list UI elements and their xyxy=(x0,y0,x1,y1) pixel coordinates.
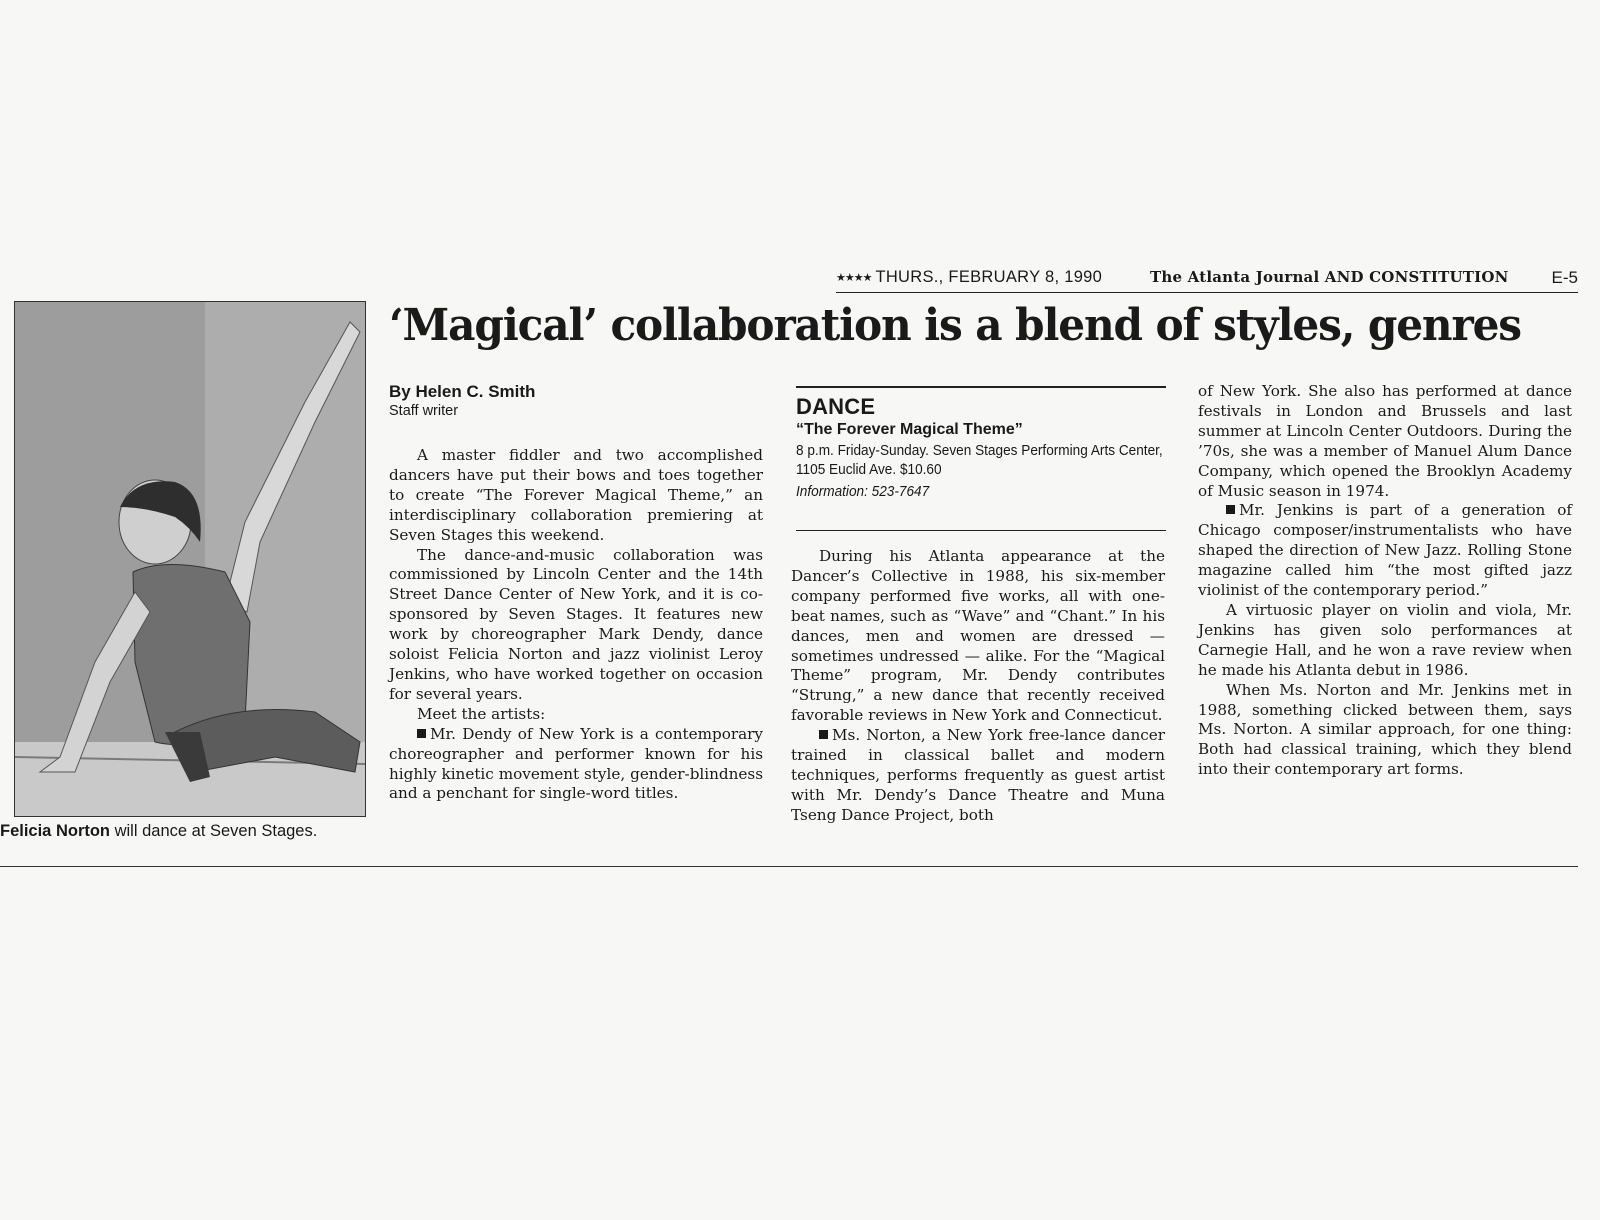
masthead xyxy=(836,268,1578,293)
newspaper-name: The Atlanta Journal AND CONSTITUTION xyxy=(1150,268,1509,286)
event-title: “The Forever Magical Theme” xyxy=(796,421,1023,438)
article-column-3 xyxy=(1198,382,1572,780)
page-number: E-5 xyxy=(1551,268,1578,287)
masthead-date xyxy=(836,268,1102,287)
paragraph-text: Mr. Jenkins is part of a generation of Chicago composer/instrumentalists who have shaped the direction of New Jazz. Rolling Stone magazine called him “the most gifted jazz violinist of the contemporary period.” xyxy=(1198,501,1572,600)
edition-stars: ★★★★ xyxy=(836,272,872,284)
bullet-icon xyxy=(819,730,828,739)
paragraph: A master fiddler and two accomplished dancers have put their bows and toes together to create “The Forever Magical Theme,” an interdisciplinary collaboration premiering at Seven Stages this weekend. xyxy=(389,446,763,544)
author-name: By Helen C. Smith xyxy=(389,382,536,401)
paragraph: During his Atlanta appearance at the Dancer’s Collective in 1988, his six-member company performed five works, all with one-beat names, such as “Wave” and “Chant.” In his dances, men and women are dressed — sometimes undressed — alike. For the “Magical Theme” program, Mr. Dendy contributes “Strung,” a new dance that recently received favorable reviews in New York and Connecticut. xyxy=(791,547,1165,725)
paragraph-text: Ms. Norton, a New York free-lance dancer trained in classical ballet and modern techniques, performs frequently as guest artist with Mr. Dendy’s Dance Theatre and Muna Tseng Dance Project, both xyxy=(791,726,1165,824)
paragraph xyxy=(1198,501,1572,601)
paragraph: The dance-and-music collaboration was commissioned by Lincoln Center and the 14th Street Dance Center of New York, and it is co-sponsored by Seven Stages. It features new work by choreographer Mark Dendy, dance soloist Felicia Norton and jazz violinist Leroy Jenkins, who have worked together on occasion for several years. xyxy=(389,545,763,703)
paragraph: A virtuosic player on violin and viola, Mr. Jenkins has given solo performances at Carnegie Hall, and he won a rave review when he made his Atlanta debut in 1986. xyxy=(1198,600,1572,679)
dancer-photo xyxy=(14,301,366,817)
bullet-icon xyxy=(1226,505,1235,514)
headline: ‘Magical’ collaboration is a blend of styles, genres xyxy=(389,300,1521,351)
author-role: Staff writer xyxy=(389,403,459,419)
caption-text: will dance at Seven Stages. xyxy=(110,822,318,840)
paragraph: Meet the artists: xyxy=(417,704,546,723)
photo-caption xyxy=(0,822,370,841)
bullet-icon xyxy=(417,729,426,738)
event-info-box xyxy=(796,386,1166,531)
article-column-2 xyxy=(791,547,1165,826)
paragraph xyxy=(791,726,1165,826)
article-column-1 xyxy=(389,446,763,804)
paragraph: of New York. She also has performed at dance festivals in London and Brussels and last summer at Lincoln Center Outdoors. During the ’70s, she was a member of Manuel Alum Dance Company, which opened the Brooklyn Academy of Music season in 1974. xyxy=(1198,382,1572,500)
section-label: DANCE xyxy=(796,394,876,419)
paragraph: When Ms. Norton and Mr. Jenkins met in 1988, something clicked between them, says Ms. Norton. A similar approach, for one thing: Both had classical training, which they blend into their contemporary art forms. xyxy=(1198,680,1572,779)
byline xyxy=(389,382,535,419)
event-details: 8 p.m. Friday-Sunday. Seven Stages Performing Arts Center, 1105 Euclid Ave. $10.60 xyxy=(796,443,1163,478)
paragraph-text: Mr. Dendy of New York is a contemporary choreographer and performer known for his highly kinetic movement style, gender-blindness and a penchant for single-word titles. xyxy=(389,724,763,803)
bottom-rule xyxy=(0,866,1578,867)
date-text: THURS., FEBRUARY 8, 1990 xyxy=(875,268,1103,286)
dancer-illustration xyxy=(15,302,365,816)
event-information: Information: 523-7647 xyxy=(796,484,930,500)
paragraph xyxy=(389,725,763,805)
caption-name: Felicia Norton xyxy=(0,822,111,840)
